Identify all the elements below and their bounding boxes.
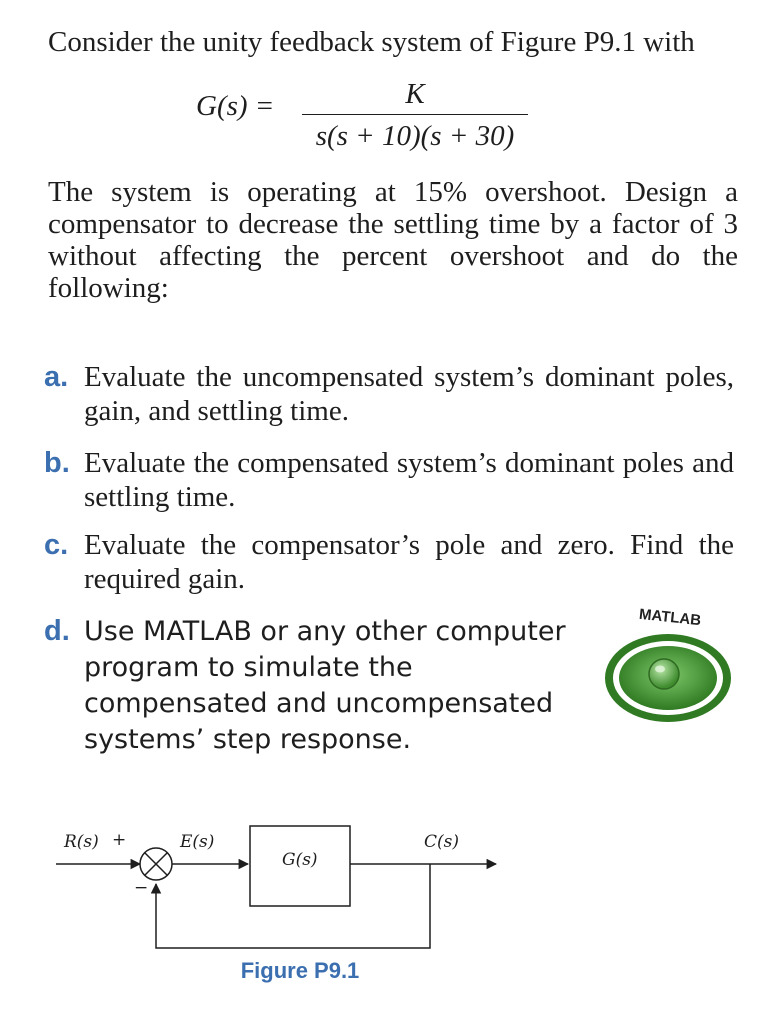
intro-text: Consider the unity feedback system of Figure P9.1 with (48, 26, 695, 58)
task-letter: b. (44, 447, 70, 479)
summing-junction-icon (140, 848, 172, 880)
task-text: Evaluate the compensated system’s dominant poles and settling time. (84, 447, 734, 513)
error-label: E(s) (180, 832, 215, 852)
figure-caption: Figure P9.1 (240, 958, 360, 983)
equation-lhs: G(s) = (196, 90, 275, 122)
task-text: Evaluate the uncompensated system’s dominant poles, gain, and settling time. (84, 361, 734, 427)
block-diagram (50, 820, 520, 1020)
task-text: Use MATLAB or any other computer program to simulate the compensated and uncompensated systems’ step response. (84, 616, 566, 755)
block-label: G(s) (282, 850, 318, 870)
task-letter: a. (44, 361, 69, 393)
matlab-disc-icon (600, 602, 740, 732)
problem-statement: The system is operating at 15% overshoot. Design a compensator to decrease the settling time by a factor of 3 without affecting the percent overshoot and do the following: (48, 176, 738, 304)
input-label: R(s) (64, 832, 99, 852)
matlab-label: MATLAB (638, 605, 702, 630)
equation-numerator: K (405, 78, 425, 110)
fraction-bar (302, 114, 528, 115)
plus-sign: + (112, 830, 127, 850)
output-label: C(s) (424, 832, 459, 852)
task-text: Evaluate the compensator’s pole and zero. Find the required gain. (84, 529, 734, 595)
equation-denominator: s(s + 10)(s + 30) (315, 120, 515, 152)
equation-fraction (302, 76, 528, 155)
task-letter: c. (44, 529, 69, 561)
task-letter: d. (44, 615, 70, 647)
minus-sign: − (134, 878, 149, 898)
transfer-function-equation (196, 76, 556, 156)
matlab-badge (600, 602, 740, 732)
